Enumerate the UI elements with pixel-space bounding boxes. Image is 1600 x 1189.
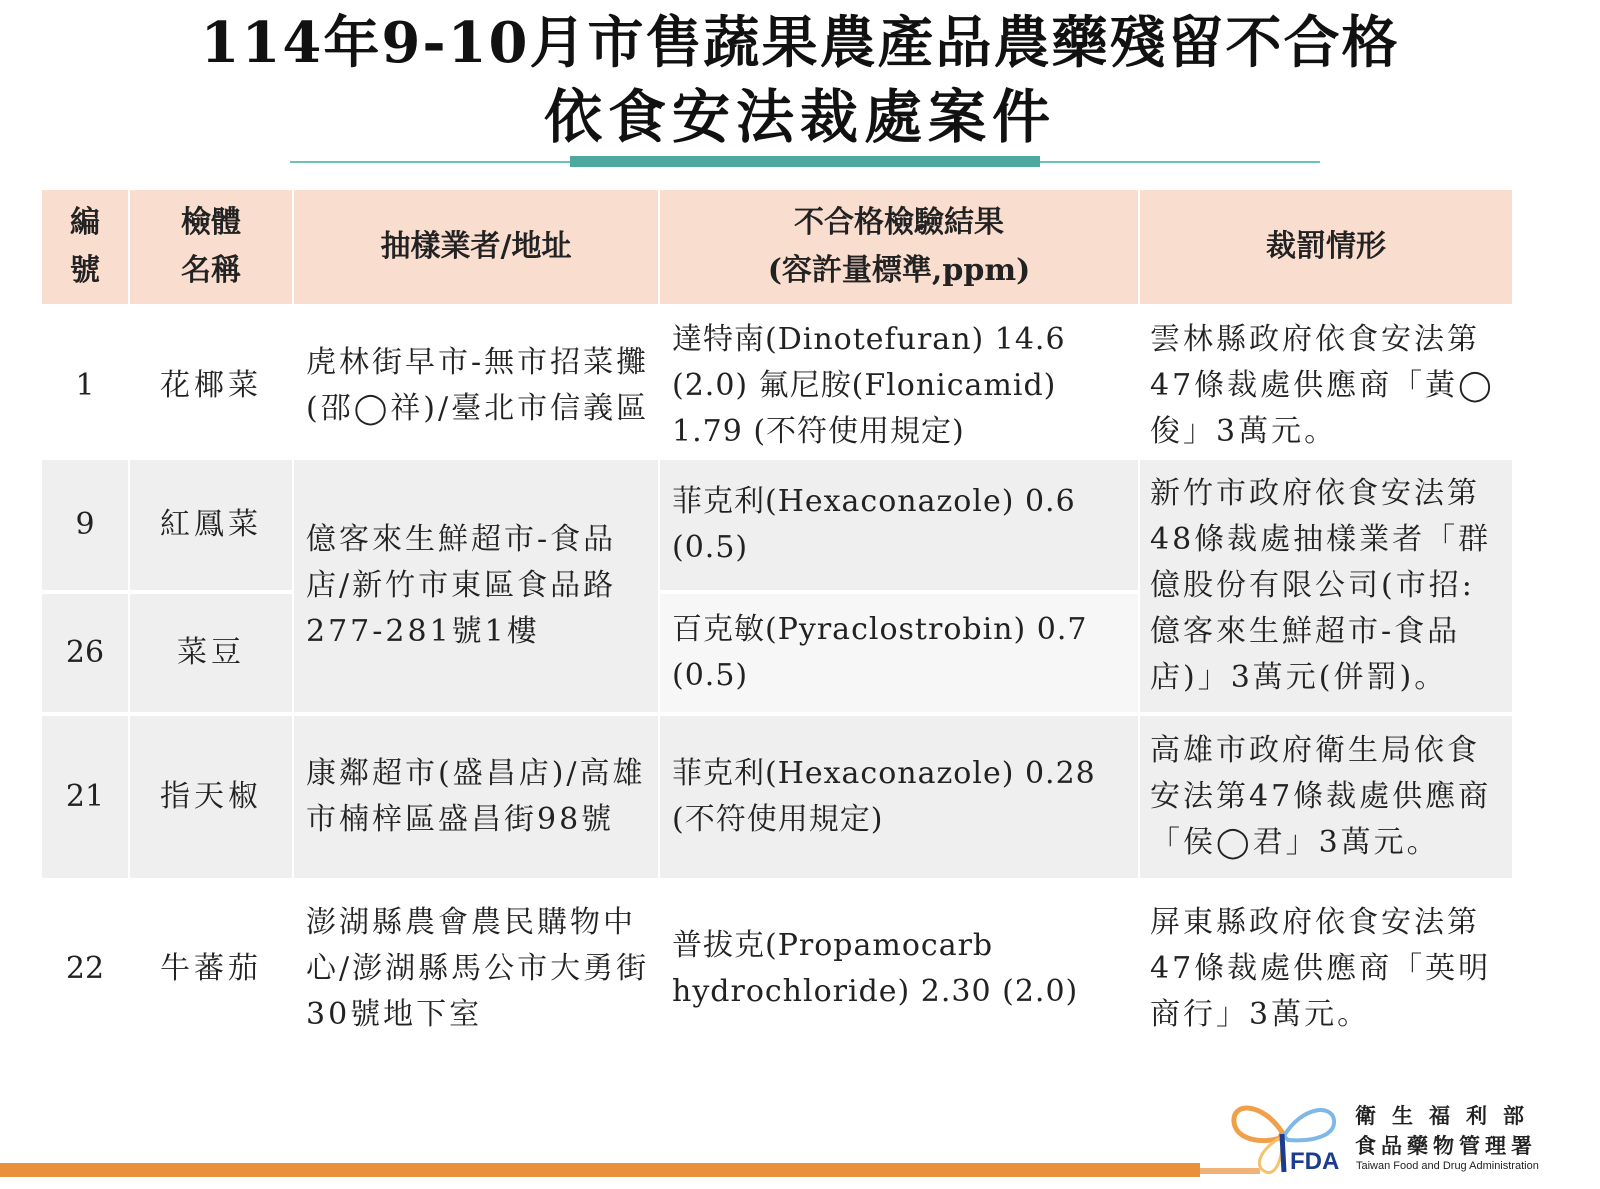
row-3-sample: 菜豆 [130,594,292,712]
row-4-no: 21 [42,716,128,878]
row-5-penalty: 屏東縣政府依食安法第47條裁處供應商「英明商行」3萬元。 [1150,905,1492,1032]
row-3-result: 百克敏(Pyraclostrobin) 0.7 (0.5) [660,594,1138,712]
row-3-no: 26 [42,594,128,712]
row-5-result: 普拔克(Propamocarb hydrochloride) 2.30 (2.0) [672,928,1079,1009]
row-4-penalty: 高雄市政府衛生局依食安法第47條裁處供應商「侯◯君」3萬元。 [1140,716,1512,878]
title-divider-accent [570,156,1040,167]
row-2-sample: 紅鳳菜 [130,460,292,590]
row-1-sample: 花椰菜 [160,368,262,403]
row-2-vendor: 億客來生鮮超市-食品店/新竹市東區食品路277-281號1樓 [294,460,658,712]
header-no: 編 號 [42,190,128,304]
row-1-penalty: 雲林縣政府依食安法第47條裁處供應商「黃◯俊」3萬元。 [1150,322,1495,449]
row-1-no: 1 [75,368,95,403]
row-4-result: 菲克利(Hexaconazole) 0.28 (不符使用規定) [660,716,1138,878]
row-4-vendor: 康鄰超市(盛昌店)/高雄市楠梓區盛昌街98號 [294,716,658,878]
footer-accent-bar [0,1163,1200,1177]
row-5-no: 22 [65,951,105,986]
row-5-vendor: 澎湖縣農會農民購物中心/澎湖縣馬公市大勇街30號地下室 [306,905,650,1032]
header-vendor: 抽樣業者/地址 [294,190,658,304]
fda-wordmark: FDA [1290,1148,1340,1175]
page-title: 114年9-10月市售蔬果農產品農藥殘留不合格 [200,10,1400,76]
row-1-vendor: 虎林街早市-無市招菜攤(邵◯祥)/臺北市信義區 [306,345,650,426]
row-2-no: 9 [42,460,128,590]
agency-name-fda: 食品藥物管理署 [1355,1134,1537,1158]
page-subtitle: 依食安法裁處案件 [543,83,1056,151]
row-5-sample: 牛蕃茄 [160,951,262,986]
row-2-result: 菲克利(Hexaconazole) 0.6 (0.5) [660,460,1138,590]
row-4-sample: 指天椒 [130,716,292,878]
row-2-penalty: 新竹市政府依食安法第48條裁處抽樣業者「群億股份有限公司(市招:億客來生鮮超市-食品店)」3萬元(併罰)。 [1140,460,1512,712]
agency-name-ministry: 衛生福利部 [1355,1104,1540,1128]
header-sample: 檢體 名稱 [130,190,292,304]
row-1-result: 達特南(Dinotefuran) 14.6 (2.0) 氟尼胺(Flonicamid) 1.79 (不符使用規定) [672,322,1066,449]
header-penalty: 裁罰情形 [1140,190,1512,304]
header-result: 不合格檢驗結果 (容許量標準,ppm) [660,190,1138,304]
agency-name-english: Taiwan Food and Drug Administration [1356,1160,1539,1172]
